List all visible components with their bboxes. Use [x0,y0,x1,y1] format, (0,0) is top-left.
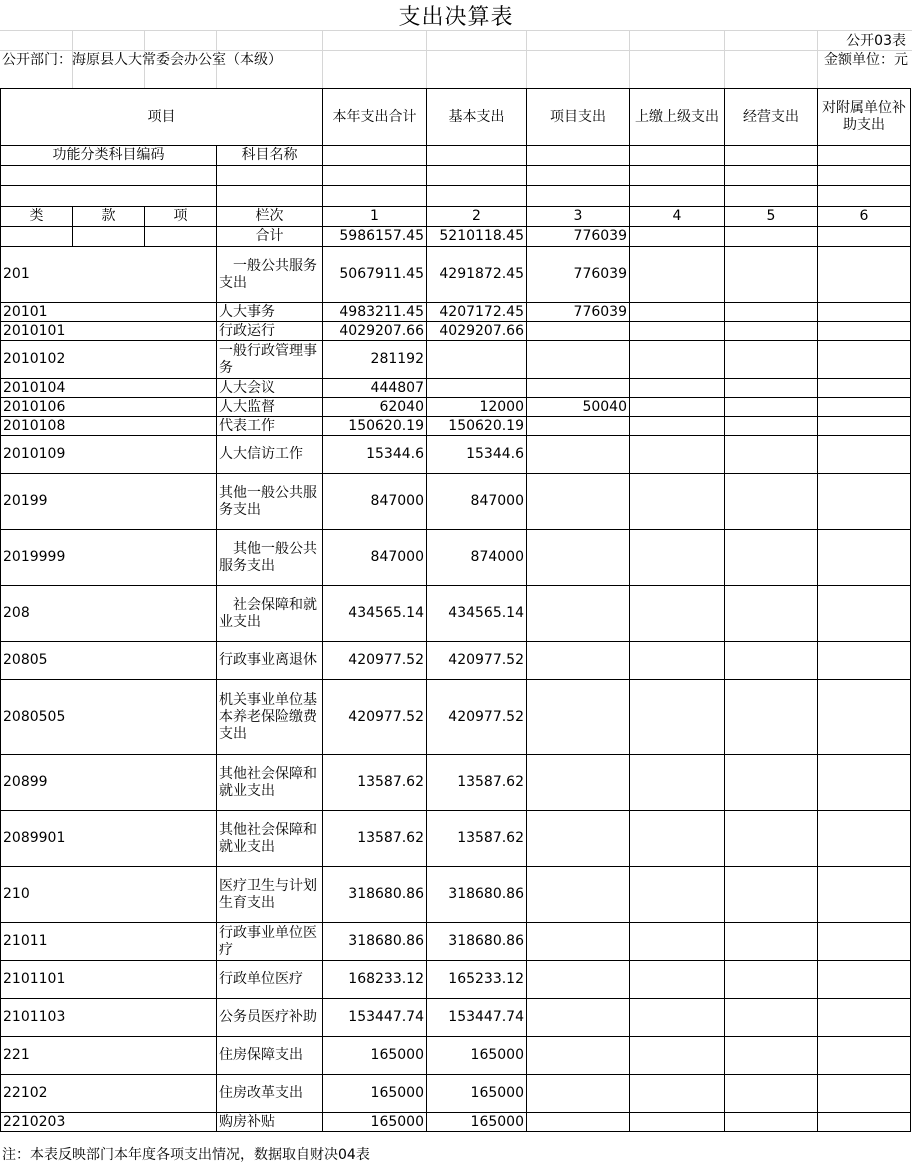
row-subsidy [818,586,911,642]
row-subsidy [818,398,911,417]
header-item: 项目 [1,89,323,146]
row-business [725,755,818,811]
gridline [0,30,912,31]
row-business [725,417,818,436]
row-basic: 874000 [427,530,527,586]
row-code: 2080505 [1,680,217,755]
header-lanci: 栏次 [217,207,323,227]
row-total: 444807 [323,379,427,398]
row-code: 210 [1,867,217,923]
row-project [527,530,630,586]
gridline [0,50,912,51]
row-name: 机关事业单位基本养老保险缴费支出 [217,680,323,755]
header-total: 本年支出合计 [323,89,427,146]
table-row [1,811,911,867]
table-row [1,1037,911,1075]
row-total: 150620.19 [323,417,427,436]
row-total: 318680.86 [323,867,427,923]
row-name: 人大会议 [217,379,323,398]
table-row [1,379,911,398]
row-project [527,1075,630,1113]
table-row [1,867,911,923]
row-total: 4029207.66 [323,322,427,341]
table-row [1,303,911,322]
header-business: 经营支出 [725,89,818,146]
row-basic: 165233.12 [427,961,527,999]
row-project [527,961,630,999]
row-business [725,1075,818,1113]
row-upper [630,642,725,680]
row-name: 其他一般公共服务支出 [217,530,323,586]
row-business [725,474,818,530]
total-row [1,227,911,247]
table-row [1,961,911,999]
header-subject-name: 科目名称 [217,146,323,166]
row-basic: 4207172.45 [427,303,527,322]
row-name: 人大监督 [217,398,323,417]
table-code: 公开03表 [846,33,906,49]
row-upper [630,811,725,867]
row-project [527,436,630,474]
row-business [725,303,818,322]
row-total: 13587.62 [323,811,427,867]
row-upper [630,961,725,999]
row-business [725,436,818,474]
row-code: 2010108 [1,417,217,436]
row-project: 776039 [527,303,630,322]
row-project [527,474,630,530]
row-subsidy [818,680,911,755]
row-business [725,680,818,755]
table-row [1,1075,911,1113]
row-subsidy [818,417,911,436]
header-func-code: 功能分类科目编码 [1,146,217,166]
row-name: 住房改革支出 [217,1075,323,1113]
gridline [426,30,427,88]
row-project [527,642,630,680]
row-total: 165000 [323,1075,427,1113]
row-upper [630,680,725,755]
row-code: 20899 [1,755,217,811]
row-code: 208 [1,586,217,642]
row-total: 5067911.45 [323,247,427,303]
row-total: 4983211.45 [323,303,427,322]
row-project [527,586,630,642]
row-code: 22102 [1,1075,217,1113]
row-basic: 4291872.45 [427,247,527,303]
row-name: 一般行政管理事务 [217,341,323,379]
row-basic: 420977.52 [427,642,527,680]
row-subsidy [818,923,911,961]
table-row [1,474,911,530]
row-total: 847000 [323,530,427,586]
row-code: 20805 [1,642,217,680]
row-basic [427,341,527,379]
row-basic: 165000 [427,1113,527,1132]
row-code: 2010106 [1,398,217,417]
row-upper [630,586,725,642]
row-name: 行政事业离退休 [217,642,323,680]
col-number: 2 [427,207,527,227]
row-upper [630,530,725,586]
row-total: 281192 [323,341,427,379]
row-total: 62040 [323,398,427,417]
header-row [1,89,911,146]
row-business [725,586,818,642]
column-number-row [1,207,911,227]
row-upper [630,379,725,398]
row-business [725,341,818,379]
table-row [1,680,911,755]
blank-row [1,166,911,186]
row-business [725,322,818,341]
row-upper [630,474,725,530]
row-subsidy [818,303,911,322]
row-total: 13587.62 [323,755,427,811]
row-upper [630,398,725,417]
row-name: 人大事务 [217,303,323,322]
row-basic: 318680.86 [427,923,527,961]
expenditure-table [0,88,911,1132]
row-total: 420977.52 [323,680,427,755]
row-subsidy [818,1113,911,1132]
row-name: 代表工作 [217,417,323,436]
row-basic [427,379,527,398]
row-upper [630,867,725,923]
table-row [1,247,911,303]
row-project [527,755,630,811]
row-name: 医疗卫生与计划生育支出 [217,867,323,923]
row-business [725,867,818,923]
header-upper: 上缴上级支出 [630,89,725,146]
gridline [322,30,323,88]
row-upper [630,303,725,322]
table-row [1,341,911,379]
row-code: 20101 [1,303,217,322]
total-amount: 5986157.45 [323,227,427,247]
unit-label: 金额单位：元 [824,52,908,68]
table-row [1,398,911,417]
footnote: 注：本表反映部门本年度各项支出情况，数据取自财决04表 [2,1147,370,1163]
row-upper [630,322,725,341]
col-number: 1 [323,207,427,227]
row-name: 社会保障和就业支出 [217,586,323,642]
row-basic: 165000 [427,1037,527,1075]
row-subsidy [818,999,911,1037]
row-business [725,379,818,398]
table-row [1,755,911,811]
row-business [725,1037,818,1075]
row-name: 行政运行 [217,322,323,341]
row-name: 购房补贴 [217,1113,323,1132]
row-name: 一般公共服务支出 [217,247,323,303]
row-name: 其他社会保障和就业支出 [217,755,323,811]
row-upper [630,417,725,436]
row-business [725,642,818,680]
table-row [1,642,911,680]
row-business [725,247,818,303]
row-subsidy [818,1037,911,1075]
row-basic: 15344.6 [427,436,527,474]
row-code: 2101103 [1,999,217,1037]
row-basic: 12000 [427,398,527,417]
table-row [1,436,911,474]
row-code: 2101101 [1,961,217,999]
col-number: 3 [527,207,630,227]
row-project [527,867,630,923]
row-code: 2010102 [1,341,217,379]
header-project: 项目支出 [527,89,630,146]
row-name: 公务员医疗补助 [217,999,323,1037]
row-code: 201 [1,247,217,303]
row-subsidy [818,474,911,530]
row-subsidy [818,642,911,680]
row-business [725,398,818,417]
row-code: 221 [1,1037,217,1075]
row-basic: 4029207.66 [427,322,527,341]
row-project [527,322,630,341]
row-project: 776039 [527,247,630,303]
row-basic: 318680.86 [427,867,527,923]
row-subsidy [818,961,911,999]
total-basic: 5210118.45 [427,227,527,247]
row-name: 人大信访工作 [217,436,323,474]
table-row [1,1113,911,1132]
row-subsidy [818,436,911,474]
header-basic: 基本支出 [427,89,527,146]
row-subsidy [818,247,911,303]
row-code: 20199 [1,474,217,530]
row-total: 168233.12 [323,961,427,999]
row-subsidy [818,341,911,379]
row-code: 2089901 [1,811,217,867]
row-project [527,999,630,1037]
row-subsidy [818,379,911,398]
header-subsidy: 对附属单位补助支出 [818,89,911,146]
row-upper [630,1113,725,1132]
col-number: 5 [725,207,818,227]
row-subsidy [818,755,911,811]
row-code: 2210203 [1,1113,217,1132]
row-basic: 165000 [427,1075,527,1113]
row-name: 住房保障支出 [217,1037,323,1075]
table-row [1,417,911,436]
row-code: 2010104 [1,379,217,398]
page-title: 支出决算表 [398,5,514,30]
row-project [527,417,630,436]
row-code: 2019999 [1,530,217,586]
header-xiang: 项 [145,207,217,227]
row-basic: 13587.62 [427,811,527,867]
row-upper [630,247,725,303]
table-row [1,322,911,341]
row-total: 420977.52 [323,642,427,680]
total-project: 776039 [527,227,630,247]
row-subsidy [818,322,911,341]
gridline [526,30,527,88]
table-row [1,999,911,1037]
row-business [725,923,818,961]
row-basic: 847000 [427,474,527,530]
table-row [1,586,911,642]
col-number: 4 [630,207,725,227]
row-upper [630,1075,725,1113]
row-project [527,923,630,961]
row-business [725,530,818,586]
row-upper [630,1037,725,1075]
row-business [725,999,818,1037]
gridline [629,30,630,88]
department-label: 公开部门：海原县人大常委会办公室（本级） [2,52,282,68]
row-subsidy [818,811,911,867]
table-row [1,923,911,961]
row-subsidy [818,1075,911,1113]
row-total: 165000 [323,1113,427,1132]
header-kuan: 款 [73,207,145,227]
row-business [725,961,818,999]
row-business [725,1113,818,1132]
row-upper [630,923,725,961]
blank-row [1,186,911,207]
row-code: 2010101 [1,322,217,341]
row-name: 其他一般公共服务支出 [217,474,323,530]
row-upper [630,999,725,1037]
row-upper [630,341,725,379]
row-basic: 420977.52 [427,680,527,755]
row-name: 行政单位医疗 [217,961,323,999]
row-project [527,1037,630,1075]
row-subsidy [818,530,911,586]
row-code: 2010109 [1,436,217,474]
total-label: 合计 [217,227,323,247]
row-total: 318680.86 [323,923,427,961]
gridline [724,30,725,88]
row-project [527,341,630,379]
row-total: 15344.6 [323,436,427,474]
row-name: 其他社会保障和就业支出 [217,811,323,867]
row-code: 21011 [1,923,217,961]
row-subsidy [818,867,911,923]
row-basic: 13587.62 [427,755,527,811]
row-project [527,811,630,867]
row-project: 50040 [527,398,630,417]
row-total: 165000 [323,1037,427,1075]
row-name: 行政事业单位医疗 [217,923,323,961]
col-number: 6 [818,207,911,227]
row-basic: 150620.19 [427,417,527,436]
row-project [527,379,630,398]
row-total: 434565.14 [323,586,427,642]
gridline [817,30,818,88]
row-total: 153447.74 [323,999,427,1037]
row-basic: 434565.14 [427,586,527,642]
row-business [725,811,818,867]
table-row [1,530,911,586]
row-total: 847000 [323,474,427,530]
row-project [527,680,630,755]
row-project [527,1113,630,1132]
row-basic: 153447.74 [427,999,527,1037]
subheader-row [1,146,911,166]
row-upper [630,436,725,474]
header-lei: 类 [1,207,73,227]
row-upper [630,755,725,811]
